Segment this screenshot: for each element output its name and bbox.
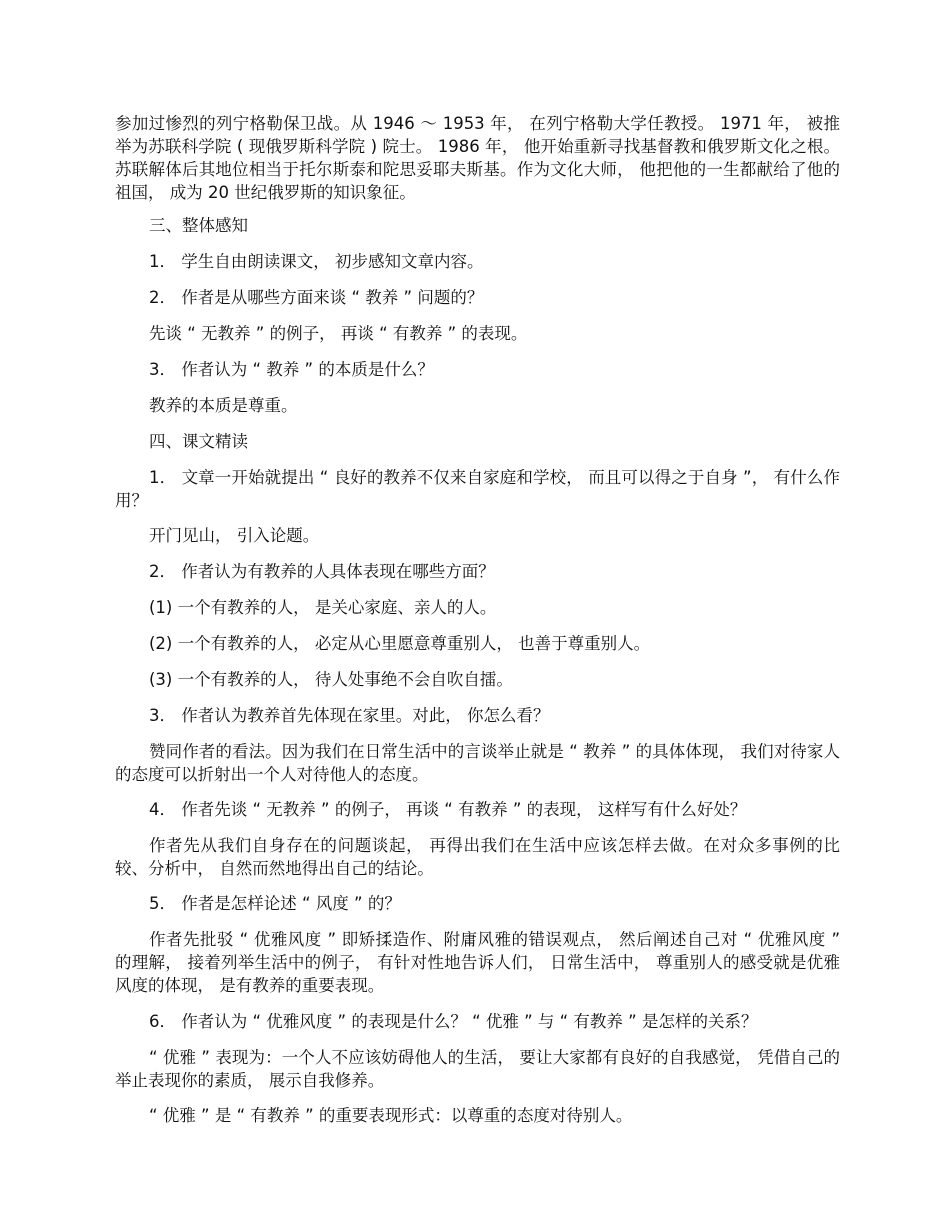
question-2: 2． 作者是从哪些方面来谈 “ 教养 ” 问题的？ — [149, 288, 484, 307]
answer-3: 教养的本质是尊重。 — [149, 396, 298, 415]
question-3: 3． 作者认为 “ 教养 ” 的本质是什么？ — [149, 360, 434, 379]
question-1: 1． 学生自由朗读课文， 初步感知文章内容。 — [149, 252, 484, 271]
section-heading-overall: 三、整体感知 — [149, 216, 248, 235]
reading-answer-6-part-2: “ 优雅 ” 是 “ 有教养 ” 的重要表现形式：以尊重的态度对待别人。 — [149, 1106, 633, 1125]
reading-answer-2-item-3: (3) 一个有教养的人， 待人处事绝不会自吹自擂。 — [149, 670, 513, 689]
author-bio-paragraph: 参加过惨烈的列宁格勒保卫战。从 1946 ～ 1953 年， 在列宁格勒大学任教授。 1971 年， 被推举为苏联科学院 ( 现俄罗斯科学院 ) 院士。 1986 年， 他开始重新寻找基督教和俄罗斯文化之根。苏联解体后其地位相当于托尔斯泰和陀思妥耶夫斯基。作为文化大师， 他把他的一生都献给了他的祖国， 成为 20 世纪俄罗斯的知识象征。 — [115, 114, 840, 202]
reading-answer-2-item-1: (1) 一个有教养的人， 是关心家庭、亲人的人。 — [149, 598, 497, 617]
answer-2: 先谈 “ 无教养 ” 的例子， 再谈 “ 有教养 ” 的表现。 — [149, 324, 528, 343]
reading-answer-4: 作者先从我们自身存在的问题谈起， 再得出我们在生活中应该怎样去做。在对众多事例的比较、分析中， 自然而然地得出自己的结论。 — [115, 836, 840, 878]
reading-question-5: 5． 作者是怎样论述 “ 风度 ” 的？ — [149, 894, 401, 913]
reading-answer-1: 开门见山， 引入论题。 — [149, 526, 320, 545]
reading-question-1: 1． 文章一开始就提出 “ 良好的教养不仅来自家庭和学校， 而且可以得之于自身 ”， 有什么作用？ — [115, 468, 840, 510]
reading-answer-3: 赞同作者的看法。因为我们在日常生活中的言谈举止就是 “ 教养 ” 的具体体现， 我们对待家人的态度可以折射出一个人对待他人的态度。 — [115, 742, 840, 784]
reading-question-2: 2． 作者认为有教养的人具体表现在哪些方面？ — [149, 562, 495, 581]
reading-question-4: 4． 作者先谈 “ 无教养 ” 的例子， 再谈 “ 有教养 ” 的表现， 这样写有什么好处？ — [149, 800, 747, 819]
reading-answer-2-item-2: (2) 一个有教养的人， 必定从心里愿意尊重别人， 也善于尊重别人。 — [149, 634, 651, 653]
reading-question-6: 6． 作者认为 “ 优雅风度 ” 的表现是什么？ “ 优雅 ” 与 “ 有教养 ” 是怎样的关系？ — [149, 1012, 758, 1031]
reading-question-3: 3． 作者认为教养首先体现在家里。对此， 你怎么看？ — [149, 706, 550, 725]
reading-answer-5: 作者先批驳 “ 优雅风度 ” 即矫揉造作、附庸风雅的错误观点， 然后阐述自己对 “ 优雅风度 ” 的理解， 接着列举生活中的例子， 有针对性地告诉人们， 日常生活中， 尊重别人的感受就是优雅风度的体现， 是有教养的重要表现。 — [115, 930, 840, 995]
reading-answer-6-part-1: “ 优雅 ” 表现为：一个人不应该妨碍他人的生活， 要让大家都有良好的自我感觉， 凭借自己的举止表现你的素质， 展示自我修养。 — [115, 1048, 840, 1090]
section-heading-close-reading: 四、课文精读 — [149, 432, 248, 451]
